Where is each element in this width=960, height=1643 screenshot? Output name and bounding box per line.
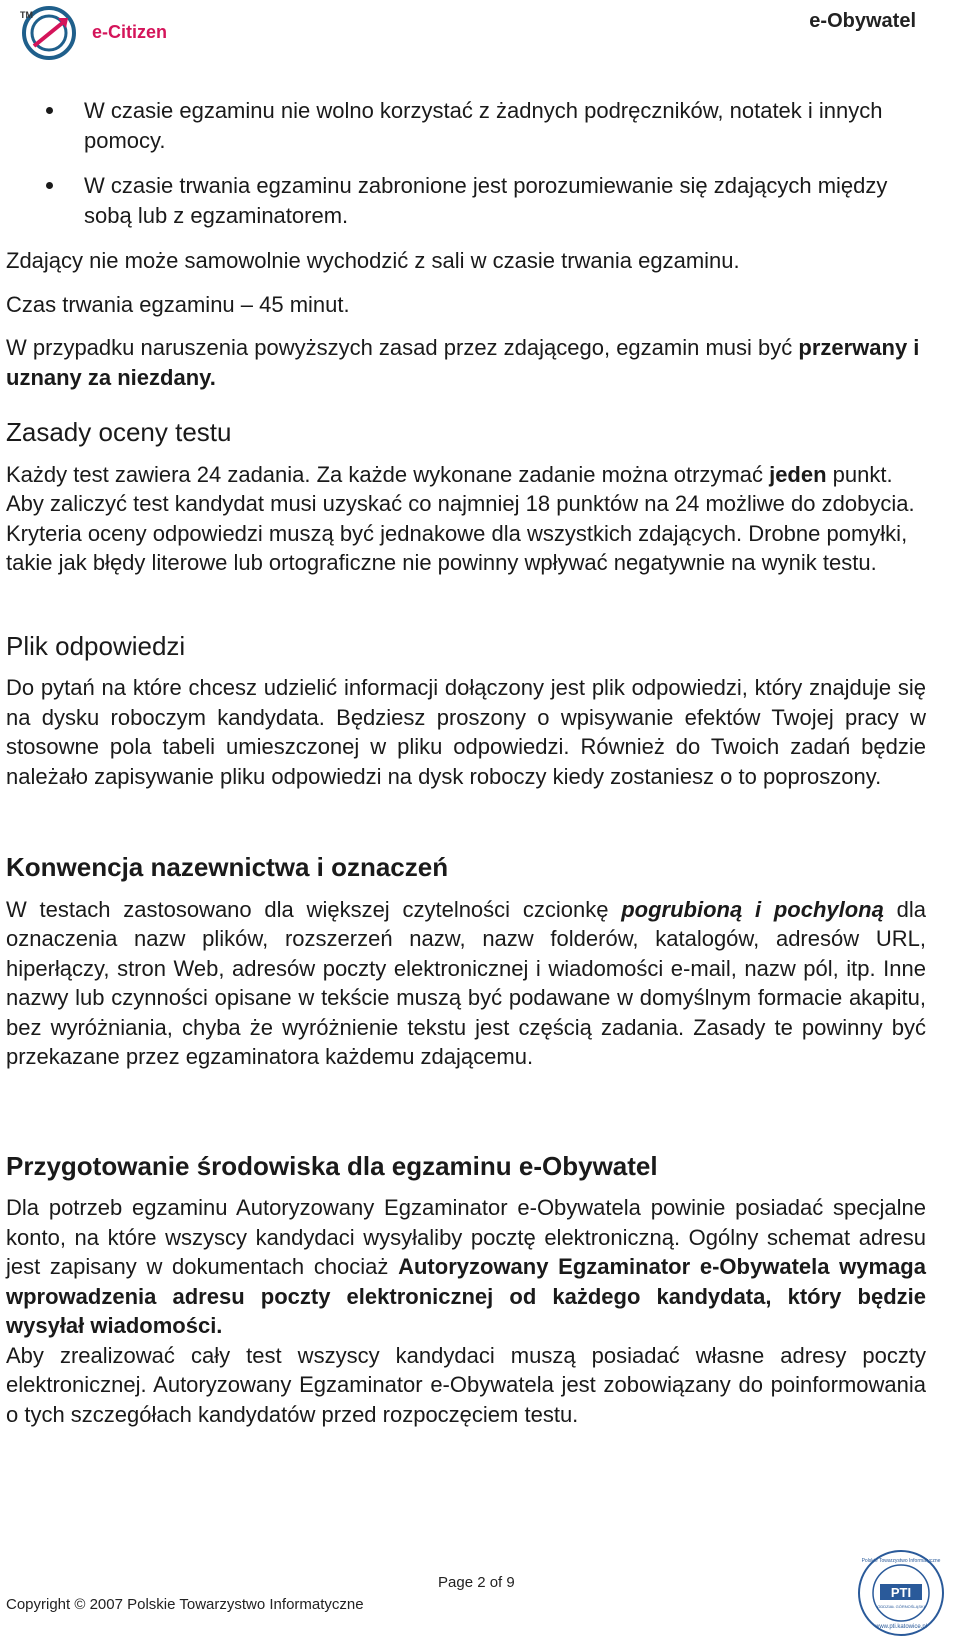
naming-text-b: dla oznaczenia nazw plików, rozszerzeń nazw, nazw folderów, katalogów, adresów URL, hiperłączy, stron Web, adresów poczty elektronicznej i wiadomości e-mail, nazw pól, itp. Inne nazwy lub czynności opisane w tekście muszą być podawane w domyślnym formacie akapitu, bez wyróżniania, chyba że wyróżnienie tekstu jest częścią zadania. Zasady te powinny być przekazane przez egzaminatora każdemu zdającemu. [6,896,926,1069]
pti-badge-logo [856,1548,946,1638]
violation-bold: przerwany i uznany za niezdany. [6,335,920,390]
badge-url-text: www.pti.katowice.pl [874,1624,928,1630]
bullet-icon [46,107,53,114]
logo-trademark: TM [20,10,33,20]
grading-text-b: punkt. Aby zaliczyć test kandydat musi uzyskać co najmniej 18 punktów na 24 możliwe do zdobycia. Kryteria oceny odpowiedzi muszą być jednakowe dla wszystkich zdających. Drobne pomyłki, takie jak błędy literowe lub ortograficzne nie powinny wpływać negatywnie na wynik testu. [6,461,915,575]
rules-list [6,96,926,230]
paragraph-environment-b: Aby zrealizować cały test wszyscy kandydaci muszą posiadać własne adresy poczty elektronicznej. Autoryzowany Egzaminator e-Obywatela jest zobowiązany do poinformowania o tych szczegółach kandydatów przed rozpoczęciem testu. [6,1342,926,1427]
list-item-text: W czasie trwania egzaminu zabronione jest porozumiewanie się zdających między sobą lub z egzaminatorem. [84,173,888,228]
pti-seal-icon [856,1548,946,1638]
copyright: Copyright © 2007 Polskie Towarzystwo Informatyczne [6,1596,364,1613]
heading-grading: Zasady oceny testu [6,417,232,447]
naming-bold-italic: pogrubioną i pochyloną [621,896,884,922]
list-item-text: W czasie egzaminu nie wolno korzystać z żadnych podręczników, notatek i innych pomocy. [84,98,883,153]
list-item [6,171,926,230]
naming-text-a: W testach zastosowano dla większej czytelności czcionkę [6,896,622,922]
page-number: Page 2 of 9 [438,1574,515,1591]
header-title: e-Obywatel [809,10,916,32]
env-bold: Autoryzowany Egzaminator e-Obywatela wymaga wprowadzenia adresu poczty elektronicznej od każdego kandydata, który będzie wysyłał wiadomości. [6,1254,926,1338]
heading-answer-file: Plik odpowiedzi [6,630,186,661]
list-item [6,96,926,155]
paragraph-exam-time: Czas trwania egzaminu – 45 minut. [6,291,350,317]
logo-text: e-Citizen [92,22,168,42]
paragraph-leave-rule: Zdający nie może samowolnie wychodzić z sali w czasie trwania egzaminu. [6,248,740,273]
grading-bold: jeden [769,461,827,487]
badge-ring-text: Polskie Towarzystwo Informatyczne [861,1558,941,1564]
paragraph-answer-file: Do pytań na które chcesz udzielić informacji dołączony jest plik odpowiedzi, który znajduje się na dysku roboczym kandydata. Będziesz proszony o wpisywanie efektów Twojej pracy w stosowne pola tabeli umieszczonej w pliku odpowiedzi. Również do Twoich zadań będzie należało zapisywanie pliku odpowiedzi na dysk roboczy kiedy zostaniesz o to poproszony. [6,675,926,789]
paragraph-environment-a [6,1193,926,1341]
violation-text: W przypadku naruszenia powyższych zasad przez zdającego, egzamin musi być [6,335,799,360]
heading-environment: Przygotowanie środowiska dla egzaminu e-Obywatel [6,1150,658,1181]
paragraph-violation [6,333,926,392]
bullet-icon [46,182,53,189]
paragraph-grading [6,460,926,578]
heading-naming-convention: Konwencja nazewnictwa i oznaczeń [6,852,449,882]
badge-center-text: PTI [890,1585,912,1600]
badge-sub-text: ODDZIAŁ GÓRNOŚLĄSKI [877,1604,925,1609]
document-body [6,96,926,1429]
grading-text-a: Każdy test zawiera 24 zadania. Za każde wykonane zadanie można otrzymać [6,461,770,487]
paragraph-naming-convention [6,895,926,1072]
env-text-a: Dla potrzeb egzaminu Autoryzowany Egzaminator e-Obywatela powinie posiadać specjalne konto, na które wszyscy kandydaci wysyłaliby pocztę elektroniczną. Ogólny schemat adresu jest zapisany w dokumentach chociaż [6,1195,926,1279]
